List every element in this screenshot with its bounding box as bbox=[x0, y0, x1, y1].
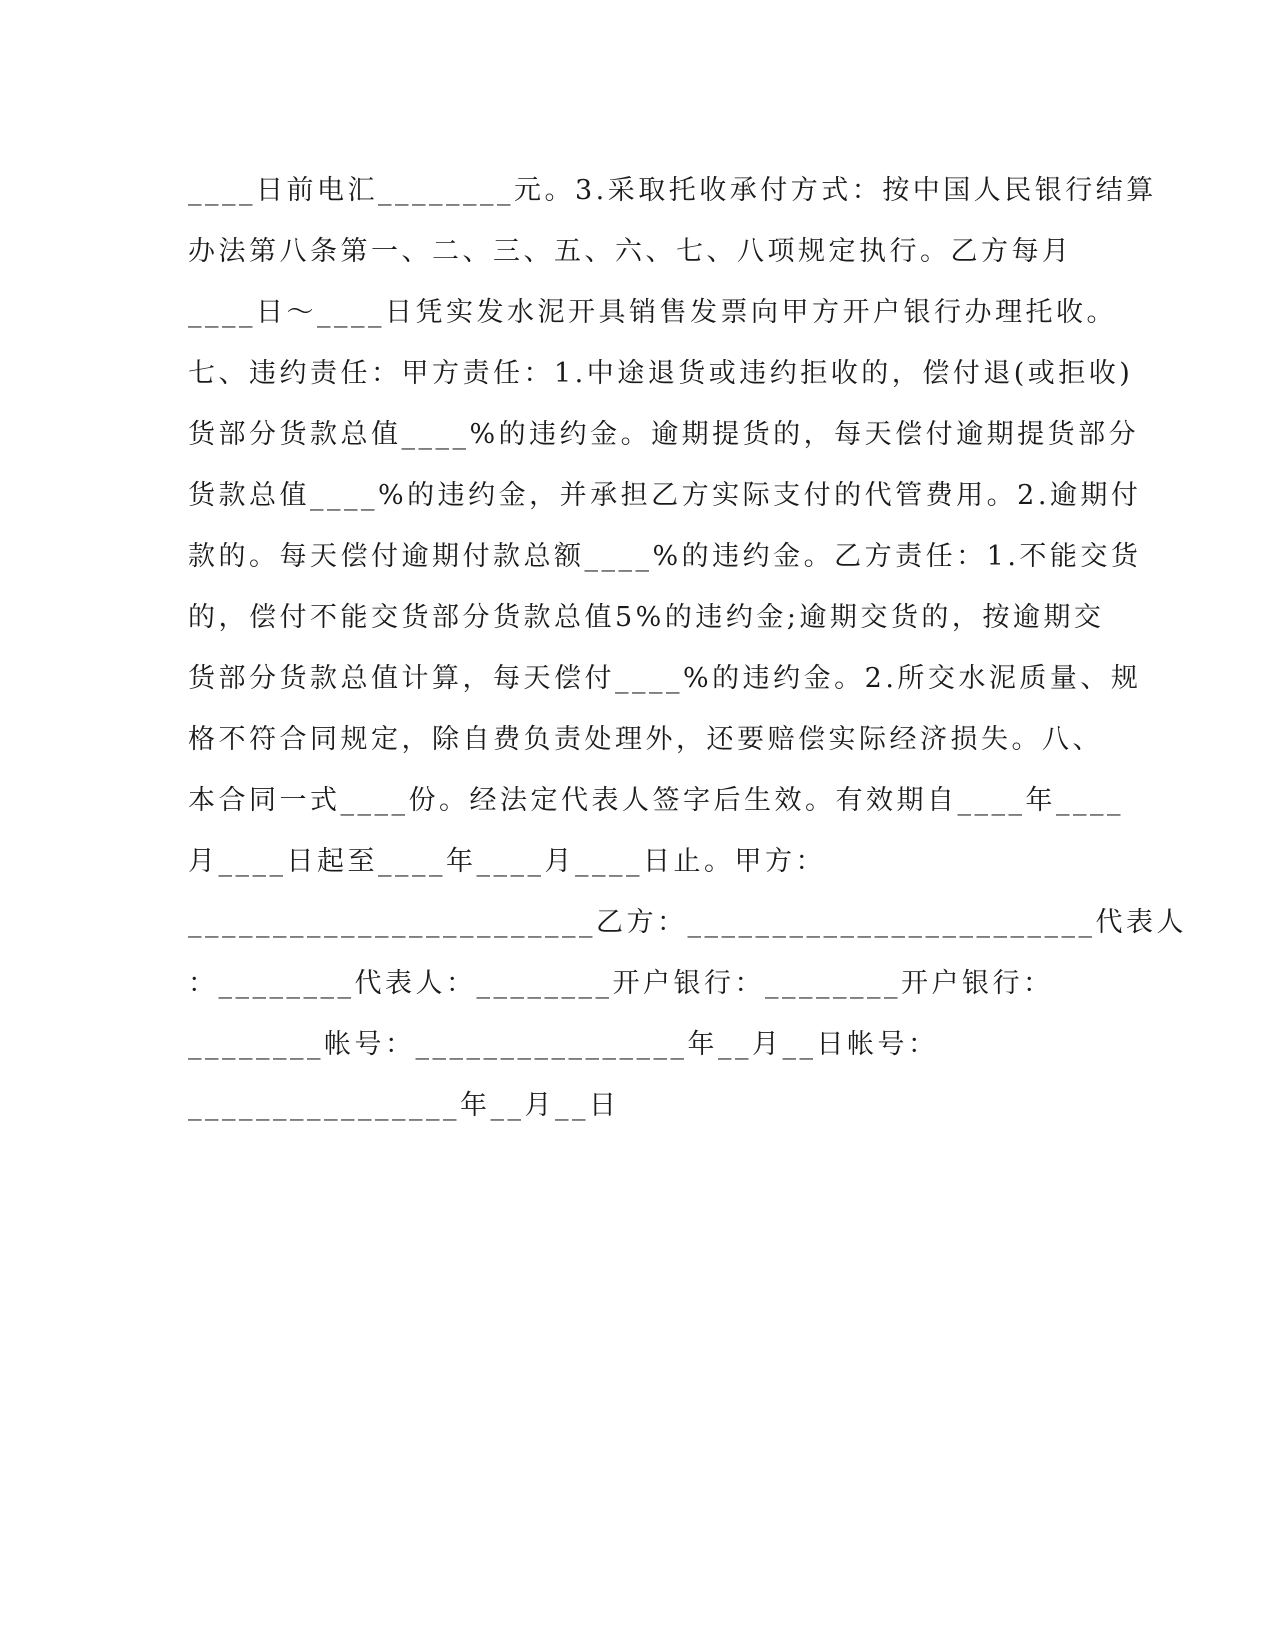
text-line: 本合同一式____份。经法定代表人签字后生效。有效期自____年____ bbox=[188, 785, 1124, 816]
signature-line-representatives: ：________代表人：________开户银行：________开户银行： bbox=[188, 968, 1054, 999]
text-line: 七、违约责任：甲方责任：1.中途退货或违约拒收的，偿付退(或拒收) bbox=[188, 358, 1134, 389]
signature-line-account-a: ________帐号：________________年__月__日帐号： bbox=[188, 1029, 939, 1060]
text-line: 款的。每天偿付逾期付款总额____%的违约金。乙方责任：1.不能交货 bbox=[188, 541, 1142, 572]
signature-line-parties: ________________________乙方：________________________代表人 bbox=[188, 907, 1187, 938]
text-line: 货部分货款总值计算，每天偿付____%的违约金。2.所交水泥质量、规 bbox=[188, 663, 1142, 694]
text-line: 格不符合同规定，除自费负责处理外，还要赔偿实际经济损失。八、 bbox=[188, 724, 1103, 755]
text-line: 月____日起至____年____月____日止。甲方： bbox=[188, 846, 826, 877]
text-line: ____日～____日凭实发水泥开具销售发票向甲方开户银行办理托收。 bbox=[188, 297, 1117, 328]
text-line: 货款总值____%的违约金，并承担乙方实际支付的代管费用。2.逾期付 bbox=[188, 480, 1142, 511]
text-line: 的，偿付不能交货部分货款总值5%的违约金;逾期交货的，按逾期交 bbox=[188, 602, 1105, 633]
contract-text-block bbox=[188, 160, 1187, 1136]
text-line: ____日前电汇________元。3.采取托收承付方式：按中国人民银行结算 bbox=[188, 175, 1157, 206]
signature-line-date-b: ________________年__月__日 bbox=[188, 1090, 620, 1121]
text-line: 办法第八条第一、二、三、五、六、七、八项规定执行。乙方每月 bbox=[188, 236, 1073, 267]
text-line: 货部分货款总值____%的违约金。逾期提货的，每天偿付逾期提货部分 bbox=[188, 419, 1140, 450]
